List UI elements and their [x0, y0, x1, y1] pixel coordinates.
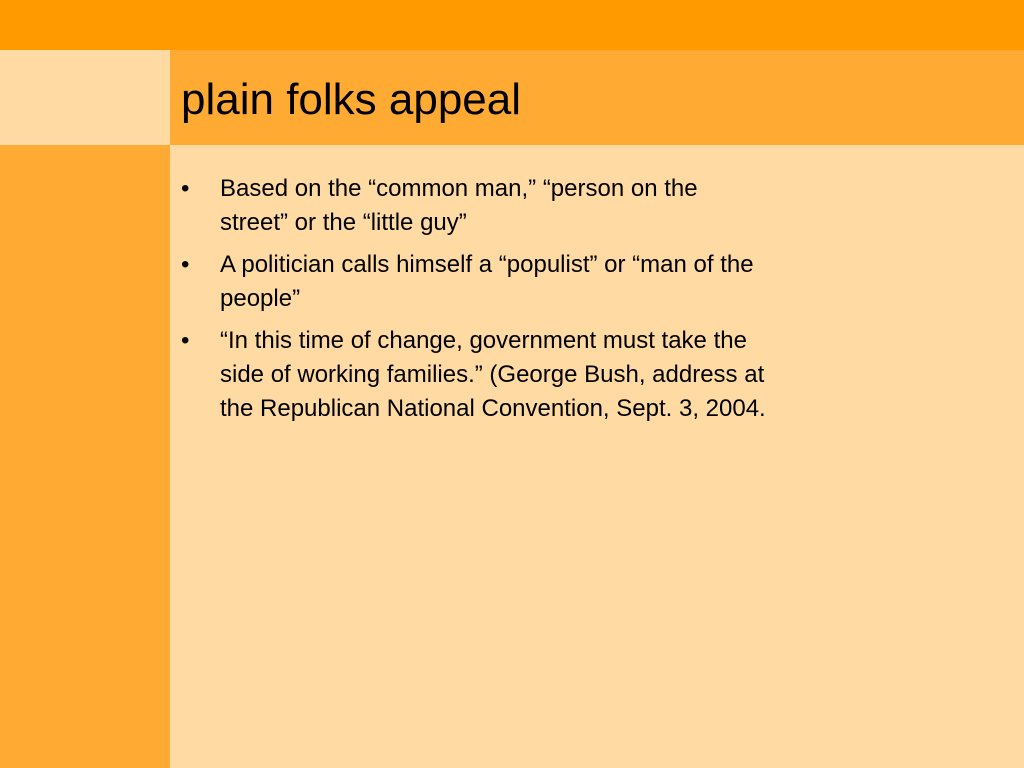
left-accent-column: [0, 145, 170, 768]
top-accent-band: [0, 0, 1024, 50]
bullet-item: [181, 172, 771, 240]
bullet-list: [181, 172, 771, 434]
bullet-text: “In this time of change, government must take the side of working families.” (George Bush, address at the Republican National Convention, Sept. 3, 2004.: [220, 327, 766, 422]
bullet-item: [181, 324, 771, 426]
bullet-marker: •: [181, 251, 190, 278]
bullet-marker: •: [181, 327, 190, 354]
bullet-marker: •: [181, 175, 190, 202]
bullet-text: Based on the “common man,” “person on the street” or the “little guy”: [220, 175, 698, 236]
bullet-text: A politician calls himself a “populist” or “man of the people”: [220, 251, 754, 312]
corner-block: [0, 50, 170, 145]
bullet-item: [181, 248, 771, 316]
slide-title: plain folks appeal: [181, 75, 522, 124]
